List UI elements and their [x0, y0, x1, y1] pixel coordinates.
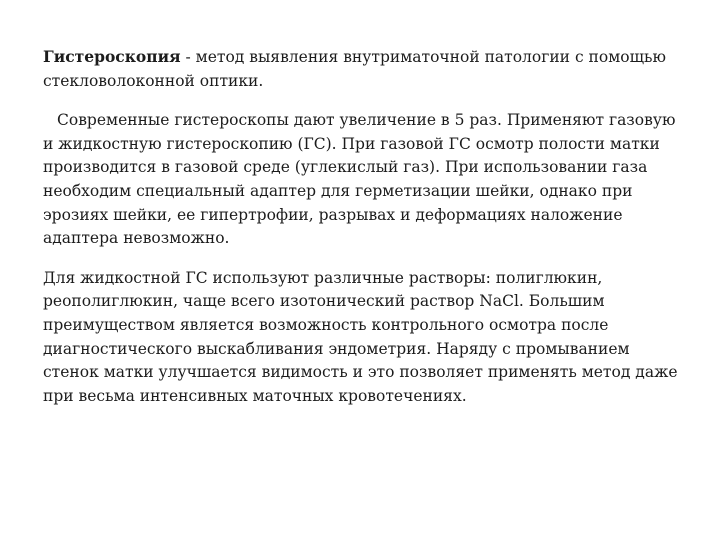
term-definition: - метод выявления внутриматочной патологии с помощью стекловолоконной оптики. [43, 48, 666, 90]
definition-paragraph [43, 45, 683, 93]
gas-hysteroscopy-paragraph: Современные гистероскопы дают увеличение в 5 раз. Применяют газовую и жидкостную гистероскопию (ГС). При газовой ГС осмотр полости матки производится в газовой среде (углекислый газ). При использовании газа необходим специальный адаптер для герметизации шейки, однако при эрозиях шейки, ее гипертрофии, разрывах и деформациях наложение адаптера невозможно. [43, 111, 676, 248]
text-block [43, 45, 683, 408]
liquid-hysteroscopy-paragraph: Для жидкостной ГС используют различные растворы: полиглюкин, реополиглюкин, чаще всего изотонический раствор NaCl. Большим преимуществом является возможность контрольного осмотра после диагностического выскабливания эндометрия. Наряду с промыванием стенок матки улучшается видимость и это позволяет применять метод даже при весьма интенсивных маточных кровотечениях. [43, 268, 678, 405]
term-heading: Гистероскопия [43, 47, 181, 66]
